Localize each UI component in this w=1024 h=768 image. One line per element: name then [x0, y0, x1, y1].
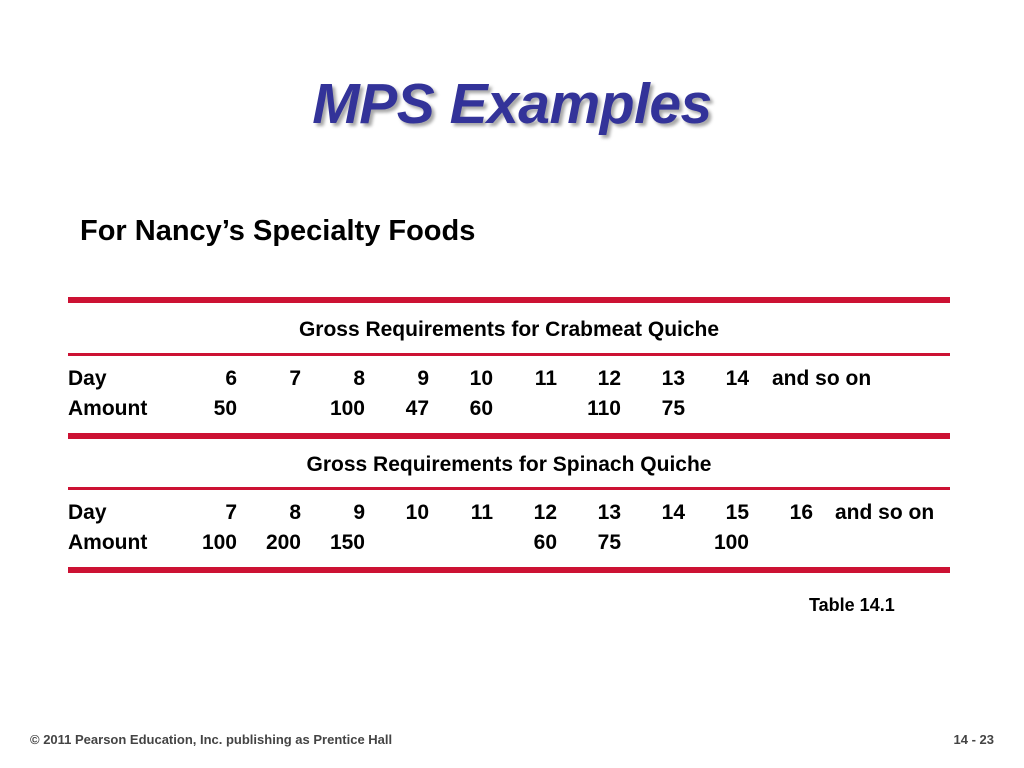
crabmeat-amount-row	[0, 394, 1024, 424]
day-cell: 13	[661, 367, 685, 390]
day-cell: 11	[534, 367, 557, 390]
day-cell: 8	[353, 367, 365, 390]
day-cell: 9	[417, 367, 429, 390]
day-cell: 6	[225, 367, 237, 390]
crabmeat-day-row	[0, 364, 1024, 394]
crabmeat-table-title: Gross Requirements for Crabmeat Quiche	[298, 318, 720, 341]
day-cell: 9	[353, 501, 365, 524]
amount-cell: 60	[533, 531, 557, 554]
day-cell: 7	[289, 367, 301, 390]
amount-cell: 75	[661, 397, 685, 420]
table-rule-top	[68, 297, 950, 303]
day-cell: 8	[289, 501, 301, 524]
day-cell: 10	[469, 367, 493, 390]
day-cell: 11	[470, 501, 493, 524]
row-label-day: Day	[68, 501, 107, 524]
amount-cell: 100	[329, 397, 365, 420]
day-cell: 12	[597, 367, 621, 390]
day-cell: 16	[789, 501, 813, 524]
amount-cell: 100	[201, 531, 237, 554]
day-cell: 14	[725, 367, 749, 390]
amount-cell: 75	[597, 531, 621, 554]
spinach-amount-row	[0, 528, 1024, 558]
amount-cell: 47	[405, 397, 429, 420]
day-cell: 13	[597, 501, 621, 524]
day-cell: 12	[533, 501, 557, 524]
amount-cell: 150	[329, 531, 365, 554]
amount-cell: 200	[265, 531, 301, 554]
slide-title: MPS Examples	[312, 72, 712, 136]
row-label-amount: Amount	[68, 531, 148, 554]
row-label-day: Day	[68, 367, 107, 390]
day-cell: 7	[225, 501, 237, 524]
table-rule-middle	[68, 487, 950, 490]
table-caption: Table 14.1	[809, 595, 895, 615]
page-number: 14 - 23	[953, 732, 994, 747]
spinach-day-row	[0, 498, 1024, 528]
amount-cell: 60	[469, 397, 493, 420]
amount-cell: 110	[587, 397, 621, 420]
day-cell: 14	[661, 501, 685, 524]
and-so-on-label: and so on	[772, 367, 872, 390]
day-cell: 10	[405, 501, 429, 524]
table-rule-middle	[68, 353, 950, 356]
table-rule-bottom	[68, 567, 950, 573]
slide-subtitle: For Nancy’s Specialty Foods	[80, 215, 476, 247]
amount-cell: 50	[213, 397, 237, 420]
spinach-table-title: Gross Requirements for Spinach Quiche	[306, 453, 712, 476]
and-so-on-label: and so on	[835, 501, 935, 524]
day-cell: 15	[725, 501, 749, 524]
amount-cell: 100	[713, 531, 749, 554]
row-label-amount: Amount	[68, 397, 148, 420]
copyright-footer: © 2011 Pearson Education, Inc. publishing as Prentice Hall	[30, 732, 393, 747]
table-rule-separator	[68, 433, 950, 439]
